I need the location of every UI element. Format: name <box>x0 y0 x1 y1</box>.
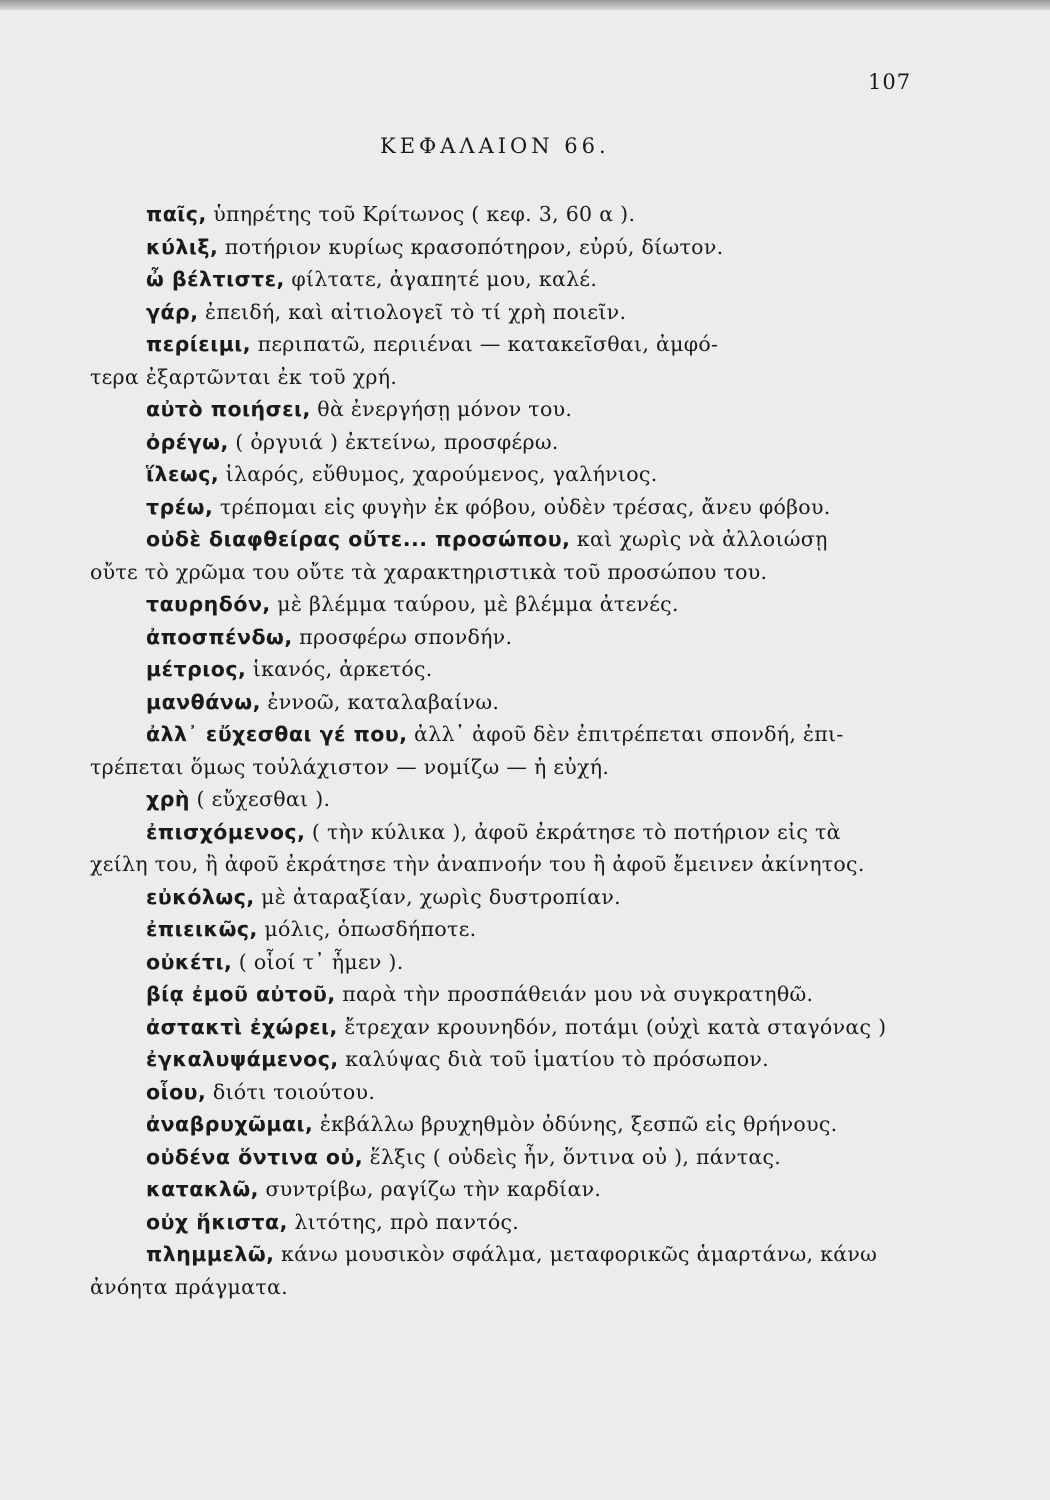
entry-term: χρὴ <box>146 787 190 811</box>
glossary-entry <box>88 1108 928 1141</box>
entry-definition: χείλη του, ἢ ἀφοῦ ἐκράτησε τὴν ἀναπνοήν του ἢ ἀφοῦ ἔμεινεν ἀκίνητος. <box>90 852 865 876</box>
entry-first-line <box>88 491 928 524</box>
entry-definition: ποτήριον κυρίως κρασοπότηρον, εὐρύ, δίωτον. <box>224 234 724 259</box>
entry-first-line <box>88 783 928 816</box>
entry-definition: ( εὔχεσθαι ). <box>196 787 331 811</box>
chapter-title: ΚΕΦΑΛΑΙΟΝ 66. <box>380 134 610 158</box>
entry-definition: ἱλαρός, εὔθυμος, χαρούμενος, γαλήνιος. <box>225 462 658 486</box>
entry-first-line <box>88 978 928 1011</box>
entry-definition: ἐννοῶ, καταλαβαίνω. <box>267 689 500 714</box>
entry-term: οὐδὲ διαφθείρας οὔτε... προσώπου, <box>146 527 571 551</box>
glossary-entry <box>88 881 928 914</box>
entry-definition: καὶ χωρὶς νὰ ἀλλοιώσῃ <box>576 527 828 551</box>
entry-definition: περιπατῶ, περιιέναι — κατακεῖσθαι, ἀμφό- <box>257 332 719 356</box>
entry-definition: ἕλξις ( οὐδεὶς ἦν, ὅντινα οὐ ), πάντας. <box>369 1144 782 1169</box>
glossary-entry <box>88 328 928 393</box>
entry-first-line <box>88 426 928 459</box>
glossary-list <box>88 198 928 1303</box>
glossary-entry <box>88 946 928 979</box>
entry-definition: κάνω μουσικὸν σφάλμα, μεταφορικῶς ἁμαρτάνω, κάνω <box>280 1242 878 1266</box>
entry-term: τρέω, <box>146 494 214 519</box>
entry-term: οὐκέτι, <box>146 949 233 974</box>
entry-term: ἐπισχόμενος, <box>146 819 306 844</box>
entry-definition: ἀλλ᾽ ἀφοῦ δὲν ἐπιτρέπεται σπονδή, ἐπι- <box>414 722 844 746</box>
entry-first-line <box>88 458 928 491</box>
entry-continuation-line <box>88 848 928 881</box>
entry-definition: ( τὴν κύλικα ), ἀφοῦ ἐκράτησε τὸ ποτήριον εἰς τὰ <box>311 819 841 844</box>
entry-term: πλημμελῶ, <box>146 1242 275 1266</box>
glossary-entry <box>88 393 928 426</box>
entry-first-line <box>88 1206 928 1239</box>
glossary-entry <box>88 1173 928 1206</box>
entry-definition: ἐπειδή, καὶ αἰτιολογεῖ τὸ τί χρὴ ποιεῖν. <box>205 299 627 324</box>
entry-term: ὀρέγω, <box>146 429 229 454</box>
entry-definition: θὰ ἐνεργήσῃ μόνον του. <box>317 397 573 421</box>
entry-definition: συντρίβω, ραγίζω τὴν καρδίαν. <box>265 1177 602 1201</box>
entry-continuation-line <box>88 361 928 394</box>
entry-definition: προσφέρω σπονδήν. <box>299 624 513 649</box>
entry-first-line <box>88 588 928 621</box>
entry-term: γάρ, <box>146 299 199 324</box>
entry-first-line <box>88 913 928 946</box>
entry-term: εὐκόλως, <box>146 884 255 909</box>
glossary-entry <box>88 1141 928 1174</box>
entry-term: ἀναβρυχῶμαι, <box>146 1112 314 1136</box>
entry-first-line <box>88 946 928 979</box>
entry-term: ἵλεως, <box>146 462 220 486</box>
entry-term: μέτριος, <box>146 657 247 681</box>
entry-term: ἀλλ᾽ εὔχεσθαι γέ που, <box>146 722 408 746</box>
entry-first-line <box>88 1011 928 1044</box>
entry-definition: μὲ ἀταραξίαν, χωρὶς δυστροπίαν. <box>261 884 621 909</box>
entry-definition: ( οἷοί τ᾽ ἦμεν ). <box>238 949 404 974</box>
entry-first-line <box>88 263 928 296</box>
glossary-entry <box>88 913 928 946</box>
entry-term: οὐχ ἥκιστα, <box>146 1209 288 1234</box>
entry-first-line <box>88 1173 928 1206</box>
entry-first-line <box>88 1108 928 1141</box>
entry-first-line <box>88 881 928 914</box>
entry-first-line <box>88 198 928 231</box>
entry-definition: διότι τοιούτου. <box>212 1079 376 1104</box>
entry-first-line <box>88 1141 928 1174</box>
entry-definition: ἐκβάλλω βρυχηθμὸν ὀδύνης, ξεσπῶ εἰς θρήνους. <box>319 1112 838 1136</box>
entry-definition: ( ὀργυιά ) ἐκτείνω, προσφέρω. <box>235 429 559 454</box>
glossary-entry <box>88 978 928 1011</box>
entry-term: ἐπιεικῶς, <box>146 917 258 941</box>
entry-term: αὐτὸ ποιήσει, <box>146 397 311 421</box>
entry-continuation-line <box>88 556 928 589</box>
entry-first-line <box>88 328 928 361</box>
entry-definition: φίλτατε, ἀγαπητέ μου, καλέ. <box>291 267 598 291</box>
entry-first-line <box>88 718 928 751</box>
entry-first-line <box>88 231 928 264</box>
entry-term: μανθάνω, <box>146 689 261 714</box>
entry-term: οἷου, <box>146 1079 207 1104</box>
entry-definition: ὑπηρέτης τοῦ Κρίτωνος ( κεφ. 3, 60 α ). <box>213 202 636 226</box>
entry-first-line <box>88 296 928 329</box>
glossary-entry <box>88 458 928 491</box>
entry-definition: ἔτρεχαν κρουνηδόν, ποτάμι (οὐχὶ κατὰ σταγόνας ) <box>344 1014 887 1039</box>
entry-definition: τερα ἐξαρτῶνται ἐκ τοῦ χρή. <box>90 364 398 389</box>
entry-first-line <box>88 1238 928 1271</box>
entry-definition: καλύψας διὰ τοῦ ἱματίου τὸ πρόσωπον. <box>345 1047 769 1071</box>
glossary-entry <box>88 523 928 588</box>
entry-term: ἀποσπένδω, <box>146 624 293 649</box>
glossary-entry <box>88 718 928 783</box>
entry-first-line <box>88 523 928 556</box>
entry-term: ταυρηδόν, <box>146 592 271 616</box>
page-top-edge <box>0 0 1050 10</box>
entry-term: κατακλῶ, <box>146 1177 259 1201</box>
glossary-entry <box>88 1206 928 1239</box>
entry-first-line <box>88 653 928 686</box>
glossary-entry <box>88 426 928 459</box>
entry-term: περίειμι, <box>146 332 252 356</box>
glossary-entry <box>88 588 928 621</box>
entry-definition: λιτότης, πρὸ παντός. <box>294 1209 520 1234</box>
entry-definition: μόλις, ὁπωσδήποτε. <box>264 917 477 941</box>
entry-first-line <box>88 686 928 719</box>
entry-definition: οὔτε τὸ χρῶμα του οὔτε τὰ χαρακτηριστικὰ τοῦ προσώπου του. <box>90 559 768 584</box>
glossary-entry <box>88 1011 928 1044</box>
entry-term: ὦ βέλτιστε, <box>146 267 285 291</box>
entry-term: παῖς, <box>146 202 207 226</box>
entry-term: ἀστακτὶ ἐχώρει, <box>146 1014 338 1039</box>
entry-continuation-line <box>88 751 928 784</box>
glossary-entry <box>88 686 928 719</box>
entry-term: κύλιξ, <box>146 234 219 259</box>
glossary-entry <box>88 816 928 881</box>
entry-definition: μὲ βλέμμα ταύρου, μὲ βλέμμα ἀτενές. <box>277 592 679 616</box>
glossary-entry <box>88 198 928 231</box>
entry-definition: ἱκανός, ἀρκετός. <box>252 657 433 681</box>
glossary-entry <box>88 231 928 264</box>
glossary-entry <box>88 653 928 686</box>
entry-continuation-line <box>88 1271 928 1304</box>
entry-term: ἐγκαλυψάμενος, <box>146 1047 339 1071</box>
glossary-entry <box>88 1238 928 1303</box>
glossary-entry <box>88 263 928 296</box>
page-number: 107 <box>868 70 912 94</box>
entry-first-line <box>88 393 928 426</box>
entry-first-line <box>88 1076 928 1109</box>
entry-definition: τρέπομαι εἰς φυγὴν ἐκ φόβου, οὐδὲν τρέσας, ἄνευ φόβου. <box>219 494 831 519</box>
entry-first-line <box>88 1043 928 1076</box>
glossary-entry <box>88 1043 928 1076</box>
entry-first-line <box>88 621 928 654</box>
entry-term: βίᾳ ἐμοῦ αὐτοῦ, <box>146 982 336 1006</box>
glossary-entry <box>88 1076 928 1109</box>
glossary-entry <box>88 296 928 329</box>
entry-definition: ἀνόητα πράγματα. <box>90 1274 288 1299</box>
entry-definition: παρὰ τὴν προσπάθειάν μου νὰ συγκρατηθῶ. <box>342 982 814 1006</box>
entry-definition: τρέπεται ὅμως τοὐλάχιστον — νομίζω — ἡ εὐχή. <box>90 754 610 779</box>
glossary-entry <box>88 783 928 816</box>
glossary-entry <box>88 621 928 654</box>
entry-first-line <box>88 816 928 849</box>
entry-term: οὐδένα ὅντινα οὐ, <box>146 1144 364 1169</box>
glossary-entry <box>88 491 928 524</box>
